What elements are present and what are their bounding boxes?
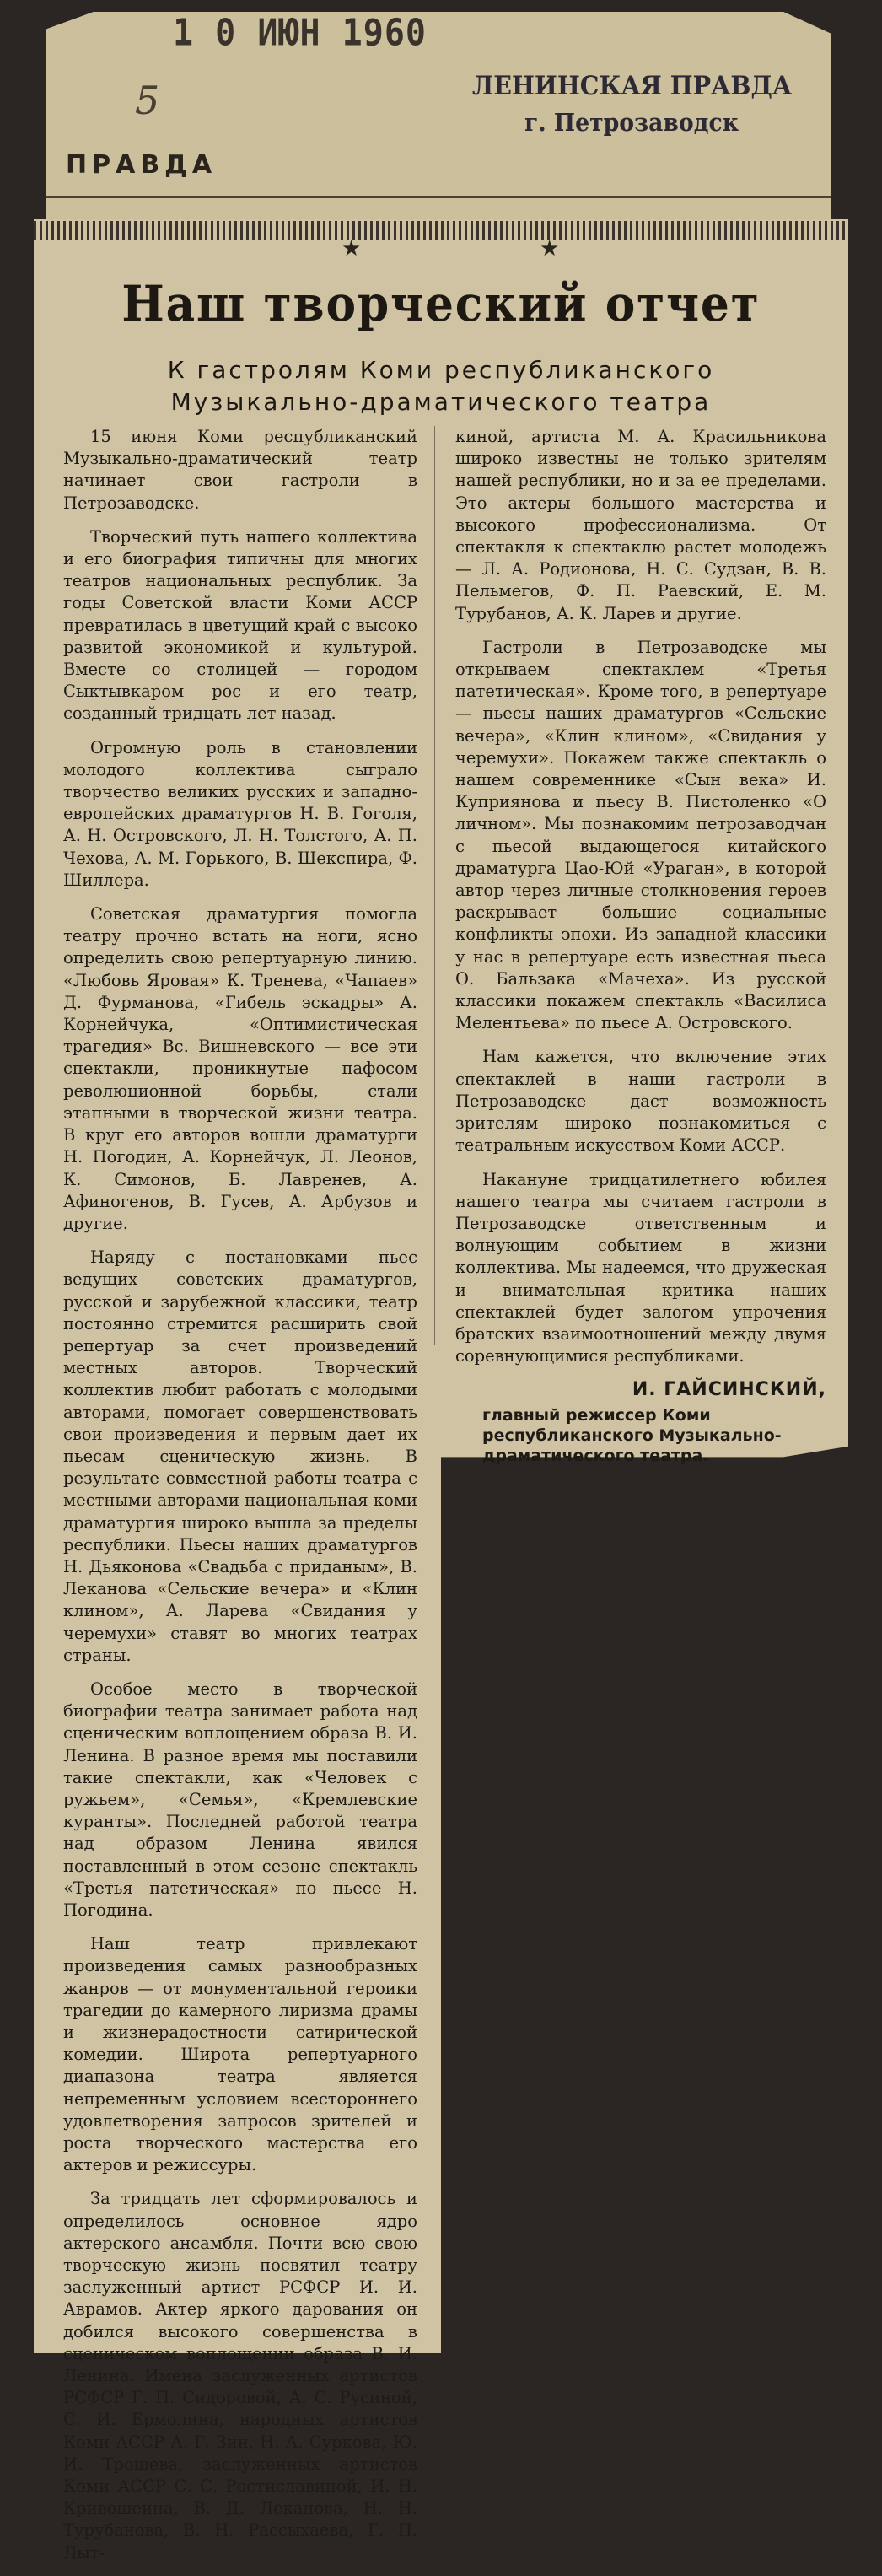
paragraph: Нам кажется, что включение этих спектаклей в наши гастроли в Петрозаводске даст возможность зрителям широко познакомиться с театральным искусством Коми АССР. xyxy=(455,1047,826,1156)
star-icon: ★ xyxy=(540,236,560,261)
paragraph: Советская драматургия помогла театру прочно встать на ноги, ясно определить свою репертуарную линию. «Любовь Яровая» К. Тренева, «Чапаев» Д. Фурманова, «Гибель эскадры» А. Корнейчука, «Оптимистическая трагедия» Вс. Вишневского — все эти спектакли, проникнутые пафосом революционной борьбы, стали этапными в творческой жизни театра. В круг его авторов вошли драматурги Н. Погодин, А. Корнейчук, Л. Леонов, К. Симонов, Б. Лавренев, А. Афиногенов, В. Гусев, А. Арбузов и другие. xyxy=(63,904,417,1233)
subtitle-line-2: Музыкально-драматического театра xyxy=(170,388,712,416)
paragraph: Наряду с постановками пьес ведущих советских драматургов, русской и зарубежной классики, театр постоянно стремится расширить свой репертуар за счет произведений местных авторов. Творческий коллектив любит работать с молодыми авторами, помогает совершенствовать свои произведения и первым дает их пьесам сценическую жизнь. В результате совместной работы театра с местными авторами национальная коми драматургия широко вышла за пределы республики. Пьесы наших драматургов Н. Дьяконова «Свадьба с приданым», В. Леканова «Сельские вечера» и «Клин клином», А. Ларева «Свидания у черемухи» ставят во многих театрах страны. xyxy=(63,1248,417,1665)
decorative-border xyxy=(34,221,848,240)
article-left-column xyxy=(63,426,417,2576)
masthead-paper-name: ПРАВДА xyxy=(66,150,218,180)
paragraph: За тридцать лет сформировалось и определилось основное ядро актерского ансамбля. Почти всю свою творческую жизнь посвятил театру заслуженный артист РСФСР И. И. Аврамов. Актер яркого дарования он добился высокого совершенства в сценическом воплощении образа В. И. Ленина. Имена заслуженных артистов РСФСР Г. П. Сидоровой, А. С. Русиной, С. И. Ермолина, народных артистов Коми АССР А. Г. Зин, Н. А. Суркова, Ю. И. Трошева, заслуженных артистов Коми АССР С. С. Ростиславиной, И. Н. Кривошеина, В. Д. Леканова, Н. Н. Турубанова, В. Н. Рассыхаева, Г. П. Лыт- xyxy=(63,2189,417,2563)
masthead-rule xyxy=(46,196,831,198)
column-divider xyxy=(434,426,435,1345)
paragraph: Наш театр привлекают произведения самых разнообразных жанров — от монументальной героики трагедии до камерного лиризма драмы и жизнерадостности сатирической комедии. Широта репертуарного диапазона театра является непременным условием всестороннего удовлетворения запросов зрителей и роста творческого мастерства его актеров и режиссуры. xyxy=(63,1934,417,2175)
star-icon: ★ xyxy=(342,236,362,261)
paragraph: Гастроли в Петрозаводске мы открываем спектаклем «Третья патетическая». Кроме того, в репертуаре — пьесы наших драматургов «Сельские вечера», «Клин клином», «Свидания у черемухи». Покажем также спектакль о нашем современнике «Сын века» И. Куприянова и пьесу В. Пистоленко «О личном». Мы познакомим петрозаводчан с пьесой выдающегося китайского драматурга Цао-Юй «Ураган», в которой автор через личные столкновения героев раскрывает большие социальные конфликты эпохи. Из западной классики у нас в репертуаре есть известная пьеса О. Бальзака «Мачеха». Из русской классики покажем спектакль «Василиса Мелентьева» по пьесе А. Островского. xyxy=(455,637,826,1033)
city-stamp: г. Петрозаводск xyxy=(524,108,739,137)
paragraph: Творческий путь нашего коллектива и его биография типичны для многих театров национальных республик. За годы Советской власти Коми АССР превратилась в цветущий край с высоко развитой экономикой и культурой. Вместе со столицей — городом Сыктывкаром рос и его театр, созданный тридцать лет назад. xyxy=(63,526,417,724)
author-signature: И. ГАЙСИНСКИЙ, xyxy=(632,1379,826,1401)
paragraph: Особое место в творческой биографии театра занимает работа над сценическим воплощением образа В. И. Ленина. В разное время мы поставили такие спектакли, как «Человек с ружьем», «Семья», «Кремлевские куранты». Последней работой театра над образом Ленина явился поставленный в этом сезоне спектакль «Третья патетическая» по пьесе Н. Погодина. xyxy=(63,1679,417,1920)
article-right-column xyxy=(455,426,826,1466)
article-title: Наш творческий отчет xyxy=(121,275,761,332)
article-subtitle xyxy=(34,354,848,418)
paragraph: киной, артиста М. А. Красильникова широко известны не только зрителям нашей республики, но и за ее пределами. Это актеры большого мастерства и высокого профессионализма. От спектакля к спектаклю растет молодежь — Л. А. Родионова, Н. С. Судзан, В. В. Пельмегов, Ф. П. Раевский, Е. М. Турубанов, А. К. Ларев и другие. xyxy=(455,427,826,623)
paragraph: Накануне тридцатилетнего юбилея нашего театра мы считаем гастроли в Петрозаводске ответственным и волнующим событием в жизни коллектива. Мы надеемся, что дружеская и внимательная критика наших спектаклей будет залогом упрочения братских взаимоотношений между двумя соревнующимися республиками. xyxy=(455,1169,826,1366)
newspaper-stamp: ЛЕНИНСКАЯ ПРАВДА xyxy=(472,71,793,101)
handwritten-mark: 5 xyxy=(135,78,160,123)
subtitle-line-1: К гастролям Коми республиканского xyxy=(167,356,715,384)
paragraph: Огромную роль в становлении молодого коллектива сыграло творчество великих русских и западно-европейских драматургов Н. В. Гоголя, А. Н. Островского, Л. Н. Толстого, А. П. Чехова, А. М. Горького, В. Шекспира, Ф. Шиллера. xyxy=(63,737,417,890)
paragraph: 15 июня Коми республиканский Музыкально-драматический театр начинает свои гастроли в Петрозаводске. xyxy=(63,427,417,513)
date-stamp: 1 0 ИЮН 1960 xyxy=(173,11,427,55)
author-title: главный режиссер Коми республиканского Музыкально-драматического театра. xyxy=(482,1405,782,1465)
